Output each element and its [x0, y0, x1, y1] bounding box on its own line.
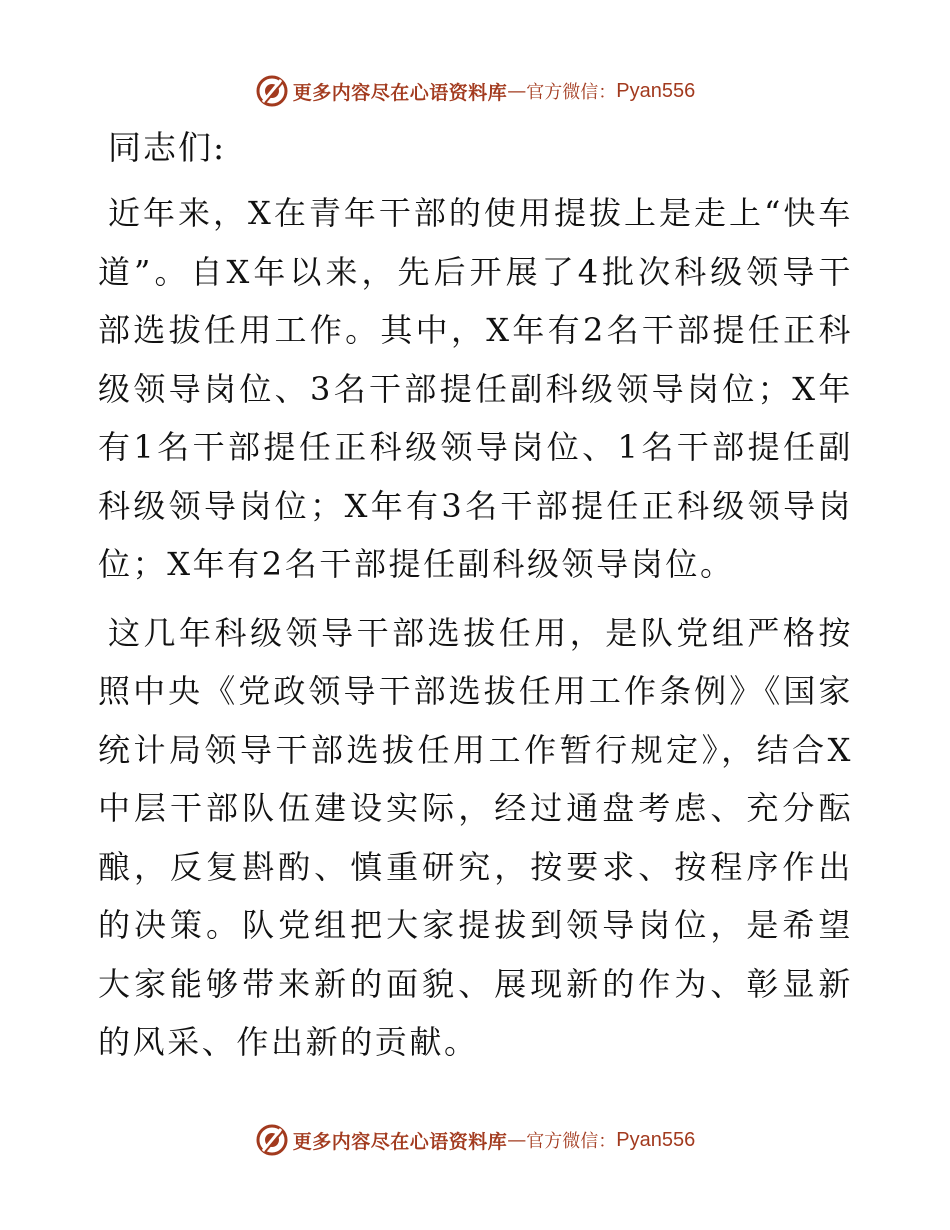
banner-wechat-id: Pyan556: [616, 1128, 696, 1151]
paragraph-1-text: 近年来，X在青年干部的使用提拔上是走上“快车道”。自X年以来，先后开展了4批次科级领导干部选拔任用工作。其中，X年有2名干部提任正科级领导岗位、3名干部提任副科级领导岗位；X年有1名干部提任正科级领导岗位、1名干部提任副科级领导岗位；X年有3名干部提任正科级领导岗位；X年有2名干部提任副科级领导岗位。: [98, 194, 853, 583]
footer-watermark-banner: [0, 1120, 950, 1160]
header-watermark-banner: [0, 71, 950, 111]
banner-dash: —: [507, 80, 527, 102]
logo-icon: [255, 1123, 289, 1157]
banner-wechat-label: 官方微信：: [526, 82, 617, 103]
paragraph-1: [98, 184, 853, 594]
banner-title: 更多内容尽在心语资料库: [292, 1130, 508, 1153]
salutation: 同志们:: [108, 128, 227, 167]
paragraph-2-text: 这几年科级领导干部选拔任用，是队党组严格按照中央《党政领导干部选拔任用工作条例》《国家统计局领导干部选拔任用工作暂行规定》，结合X中层干部队伍建设实际，经过通盘考虑、充分酝酿，反复斟酌、慎重研究，按要求、按程序作出的决策。队党组把大家提拔到领导岗位，是希望大家能够带来新的面貌、展现新的作为、彰显新的风采、作出新的贡献。: [98, 613, 853, 1061]
banner-title: 更多内容尽在心语资料库: [292, 81, 508, 104]
banner-dash: —: [507, 1129, 527, 1151]
paragraph-2: [98, 604, 853, 1072]
logo-icon: [255, 74, 289, 108]
banner-wechat-id: Pyan556: [616, 79, 696, 102]
document-body: [98, 122, 853, 1082]
banner-wechat-label: 官方微信：: [526, 1131, 617, 1152]
